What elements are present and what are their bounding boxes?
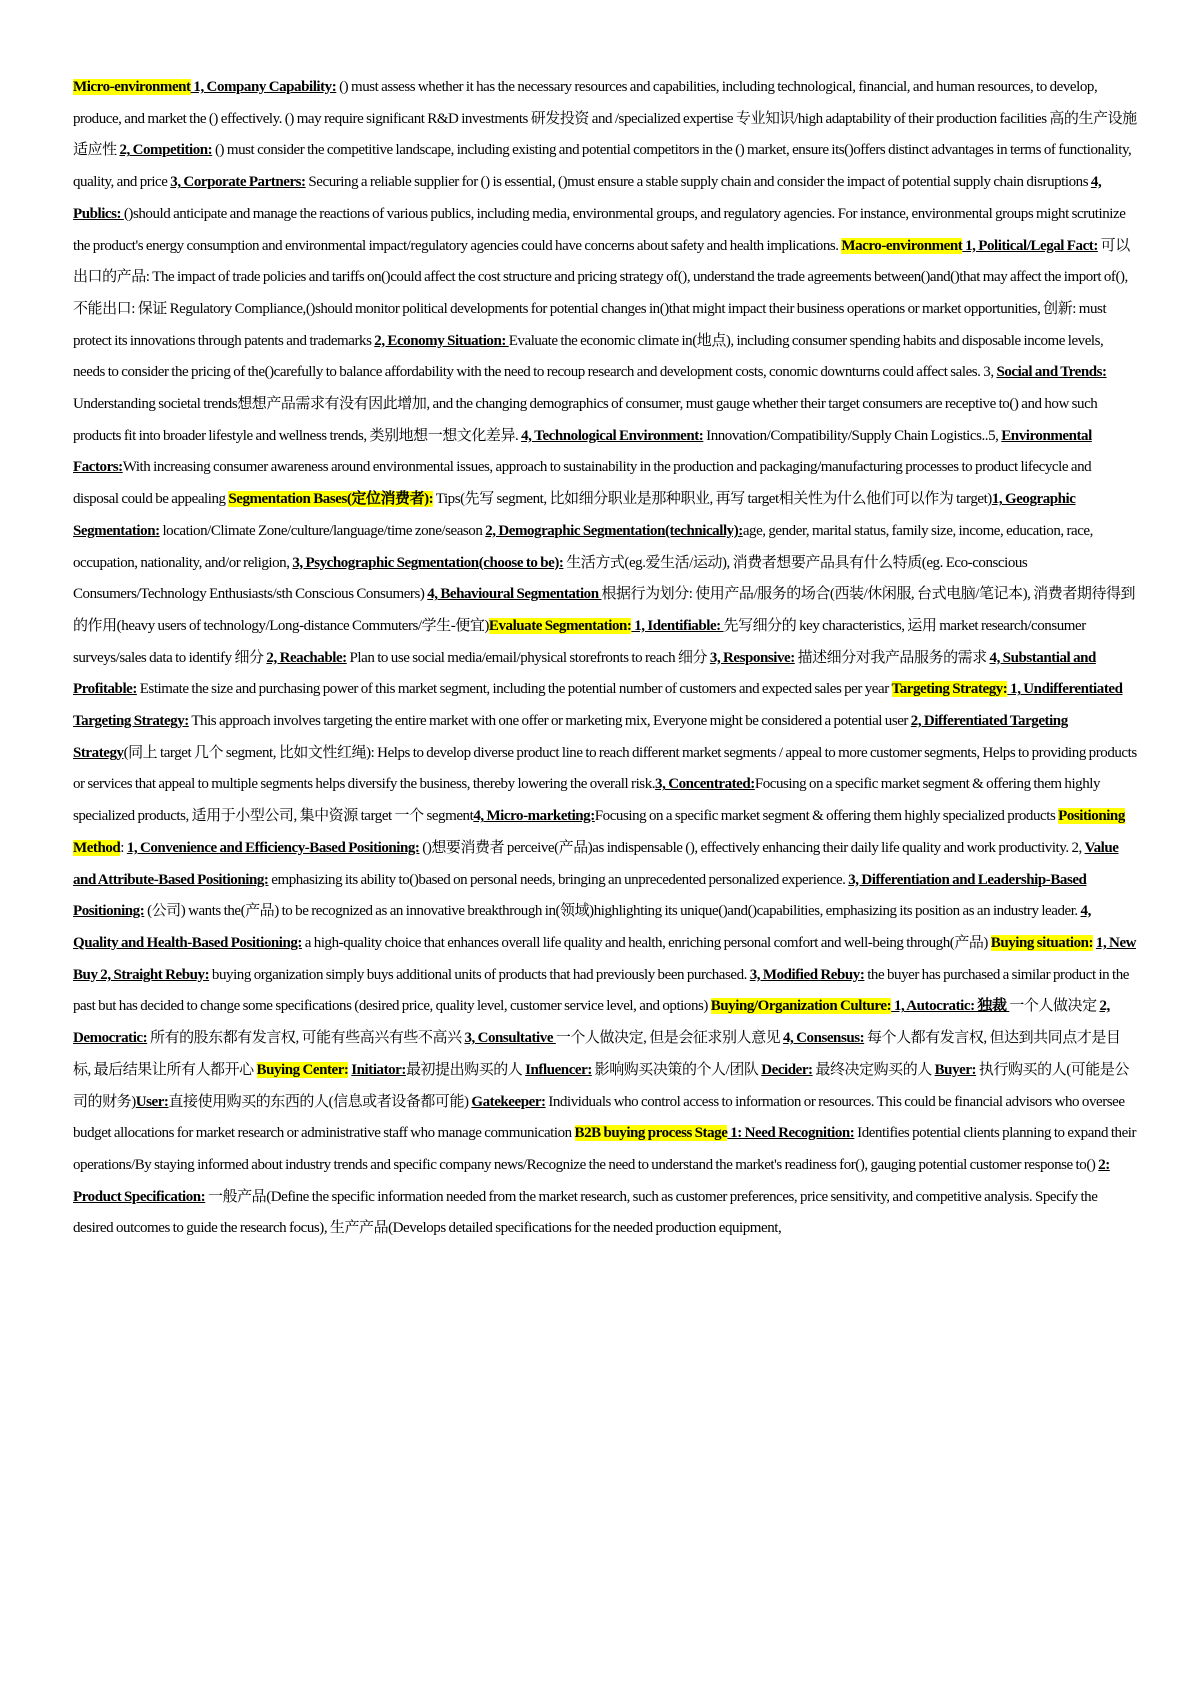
body-text: 最初提出购买的人 (405, 1061, 526, 1078)
body-text: Innovation/Compatibility/Supply Chain Logistics..5, (703, 427, 1002, 444)
term-heading: Initiator: (351, 1061, 406, 1078)
term-heading: 4, Quality and Health-Based Positioning: (73, 903, 1091, 951)
body-text: 执行购买的人(可能是公司的财务) (73, 1061, 1129, 1110)
body-text: 影响购买决策的个人/团队 (591, 1061, 762, 1078)
body-text: 根据行为划分: 使用产品/服务的场合(西装/休闲服, 台式电脑/笔记本), 消费者期待得到的作用(heavy users of technology/Long-distance Commuters/学生-便宜) (73, 586, 1136, 634)
section-heading: Positioning Method (73, 808, 1125, 856)
body-text: Securing a reliable supplier for () is essential, ()must ensure a stable supply chain and consider the impact of potential supply chain disruptions (305, 174, 1091, 191)
term-heading: User: (135, 1093, 169, 1110)
body-text: the buyer has purchased a similar product in the past but has decided to change some specifications (desired price, quality level, customer service level, and options) (73, 966, 1130, 1015)
body-text: ()想要消费者 perceive(产品)as indispensable (), effectively enhancing their daily life quality and work productivity. 2, (419, 839, 1085, 856)
body-text: 先写细分的 key characteristics, 运用 market research/consumer surveys/sales data to identify 细分 (73, 617, 1086, 666)
body-text: () must assess whether it has the necessary resources and capabilities, including technological, financial, and human resources, to develop, produce, and market the () effectively. () may require significant R&D investments 研发投资 and /specialized expertise 专业知识/high adaptability of their production facilities 高的生产设施适应性 (73, 79, 1137, 159)
body-text: location/Climate Zone/culture/language/time zone/season (159, 522, 486, 539)
term-heading: 1, Company Capability: (190, 79, 337, 95)
term-heading: Gatekeeper: (471, 1093, 546, 1110)
body-text: 直接使用购买的东西的人(信息或者设备都可能) (168, 1093, 472, 1110)
section-heading: Evaluate Segmentation: (488, 617, 632, 634)
body-text: 最终决定购买的人 (812, 1061, 935, 1078)
body-text: 一个人做决定 (1009, 998, 1100, 1015)
body-text: Individuals who control access to information or resources. This could be financial advisors who oversee budget allocations for market research or administrative staff who manage communication (73, 1093, 1125, 1142)
section-heading: Buying Center: (256, 1061, 349, 1078)
term-heading: 1, New Buy 2, Straight Rebuy: (73, 934, 1137, 983)
term-heading: 4, Micro-marketing: (473, 808, 595, 825)
term-heading: 4, Substantial and Profitable: (73, 649, 1096, 698)
term-heading: 4, Publics: (73, 174, 1102, 222)
body-text: a high-quality choice that enhances overall life quality and health, enriching personal comfort and well-being through(产品) (301, 934, 991, 951)
body-text: age, gender, marital status, family size, income, education, race, occupation, nationality, and/or religion, (73, 522, 1093, 571)
body-text: 生活方式(eg.爱生活/运动), 消费者想要产品具有什么特质(eg. Eco-conscious Consumers/Technology Enthusiasts/sth Conscious Consumers) (73, 554, 1028, 603)
body-text: This approach involves targeting the entire market with one offer or marketing mix, Everyone might be considered a potential user (188, 713, 911, 730)
term-heading: 2, Reachable: (266, 649, 347, 666)
body-text: Focusing on a specific market segment & offering them highly specialized products (594, 808, 1059, 825)
body-text: Understanding societal trends想想产品需求有没有因此增加, and the changing demographics of consumer, must gauge whether their target consumers are receptive to() and how such products fit into broader lifestyle and wellness trends, 类别地想一想文化差异. (73, 396, 1098, 444)
body-text: (公司) wants the(产品) to be recognized as an innovative breakthrough in(领域)highlighting its unique()and()capabilities, emphasizing its position as an industry leader. (144, 903, 1081, 920)
body-text: 一般产品(Define the specific information needed from the market research, such as customer preferences, price sensitivity, and competitive analysis. Specify the desired outcomes to guide the research focus), 生产产品(Develops detailed specifications for the needed production equipment, (73, 1188, 1098, 1237)
body-text: 所有的股东都有发言权, 可能有些高兴有些不高兴 (147, 1030, 465, 1047)
body-text: Identifies potential clients planning to expand their operations/By staying informed about industry trends and specific company news/Recognize the need to understand the market's readiness for(), gauging potential customer response to() (73, 1125, 1137, 1173)
body-text: 每个人都有发言权, 但达到共同点才是目标, 最后结果让所有人都开心 (73, 1030, 1121, 1078)
term-heading: 3, Corporate Partners: (170, 174, 306, 191)
term-heading: 2: Product Specification: (73, 1156, 1110, 1205)
section-heading: Targeting Strategy: (891, 681, 1008, 698)
body-text: Evaluate the economic climate in(地点), including consumer spending habits and disposable income levels, needs to consider the pricing of the()carefully to balance affordability with the need to recoup research and development costs, conomic downturns could affect sales. 3, (73, 332, 1104, 381)
term-heading: 1: Need Recognition: (727, 1125, 855, 1142)
body-text: buying organization simply buys additional units of products that had previously been purchased. (209, 966, 750, 983)
term-heading: 1, Geographic Segmentation: (73, 491, 1076, 539)
term-heading: 1, Convenience and Efficiency-Based Positioning: (126, 839, 420, 856)
term-heading: 3, Consultative (464, 1030, 556, 1047)
term-heading: 1, Autocratic: 独裁 (891, 998, 1010, 1015)
body-text: (同上 target 几个 segment, 比如文性红绳): Helps to develop diverse product line to reach different market segments / appeal to more customer segments, Helps to providing products or services that appeal to multiple segments helps diversify the business, thereby lowering the overall risk. (73, 744, 1137, 793)
section-heading: Micro-environment (73, 79, 191, 95)
term-heading: 1, Identifiable: (631, 617, 724, 634)
term-heading: 3, Psychographic Segmentation(choose to be): (292, 554, 564, 571)
body-text: 描述细分对我产品服务的需求 (794, 649, 990, 666)
term-heading: 2, Differentiated Targeting Strategy (73, 713, 1068, 761)
term-heading: Influencer: (525, 1061, 592, 1078)
body-text: emphasizing its ability to()based on personal needs, bringing an unprecedented personalized experience. (268, 871, 849, 888)
term-heading: 2, Competition: (119, 142, 213, 159)
term-heading: 3, Modified Rebuy: (749, 966, 865, 983)
term-heading: 3, Differentiation and Leadership-Based Positioning: (73, 871, 1087, 920)
section-heading: B2B buying process Stage (574, 1125, 728, 1142)
term-heading: Buyer: (934, 1061, 977, 1078)
term-heading: 4, Behavioural Segmentation (427, 586, 602, 603)
term-heading: 1, Undifferentiated Targeting Strategy: (73, 681, 1123, 730)
term-heading: 1, Political/Legal Fact: (962, 237, 1098, 254)
section-heading: Buying/Organization Culture: (710, 998, 892, 1015)
term-heading: Value and Attribute-Based Positioning: (73, 839, 1119, 888)
body-text: Focusing on a specific market segment & offering them highly specialized products, 适用于小型公司, 集中资源 target 一个 segment (73, 776, 1101, 825)
term-heading: 4, Consensus: (782, 1030, 865, 1047)
body-text: 可以出口的产品: The impact of trade policies and tariffs on()could affect the cost structure and pricing strategy of(), understand the trade agreements between()and()that may affect the import of(), 不能出口: 保证 Regulatory Compliance,()should monitor political developments for potential changes in()that might impact their business operations or market opportunities, 创新: must protect its innovations through patents and trademarks (73, 237, 1130, 349)
term-heading: 2, Demographic Segmentation(technically): (485, 522, 743, 539)
section-heading: Macro-environment (841, 237, 963, 254)
body-text: With increasing consumer awareness around environmental issues, approach to sustainability in the production and packaging/manufacturing processes to product lifecycle and disposal could be appealing (73, 459, 1092, 508)
section-heading: Buying situation: (990, 934, 1094, 951)
body-text: () must consider the competitive landscape, including existing and potential competitors in the () market, ensure its()offers distinct advantages in terms of functionality, quality, and price (73, 142, 1132, 191)
body-text: Estimate the size and purchasing power of this market segment, including the potential number of customers and expected sales per year (136, 681, 892, 698)
body-text: : (120, 839, 127, 856)
term-heading: 2, Democratic: (73, 998, 1110, 1047)
term-heading: 2, Economy Situation: (374, 332, 509, 349)
term-heading: 3, Concentrated: (655, 776, 755, 793)
term-heading: 4, Technological Environment: (521, 427, 704, 444)
body-text: 一个人做决定, 但是会征求别人意见 (555, 1030, 783, 1047)
study-notes-text (73, 72, 1138, 1245)
term-heading: Environmental Factors: (73, 427, 1092, 476)
term-heading: Social and Trends: (996, 364, 1107, 381)
term-heading: 3, Responsive: (709, 649, 795, 666)
body-text: Tips(先写 segment, 比如细分职业是那种职业, 再写 target相关性为什么他们可以作为 target) (433, 491, 992, 508)
section-heading: Segmentation Bases(定位消费者): (228, 491, 434, 508)
body-text: ()should anticipate and manage the reactions of various publics, including media, environmental groups, and regulatory agencies. For instance, environmental groups might scrutinize the product's energy consumption and environmental impact/regulatory agencies could have concerns about safety and health implications. (73, 205, 1126, 254)
term-heading: Decider: (761, 1061, 813, 1078)
body-text: Plan to use social media/email/physical storefronts to reach 细分 (346, 649, 710, 666)
